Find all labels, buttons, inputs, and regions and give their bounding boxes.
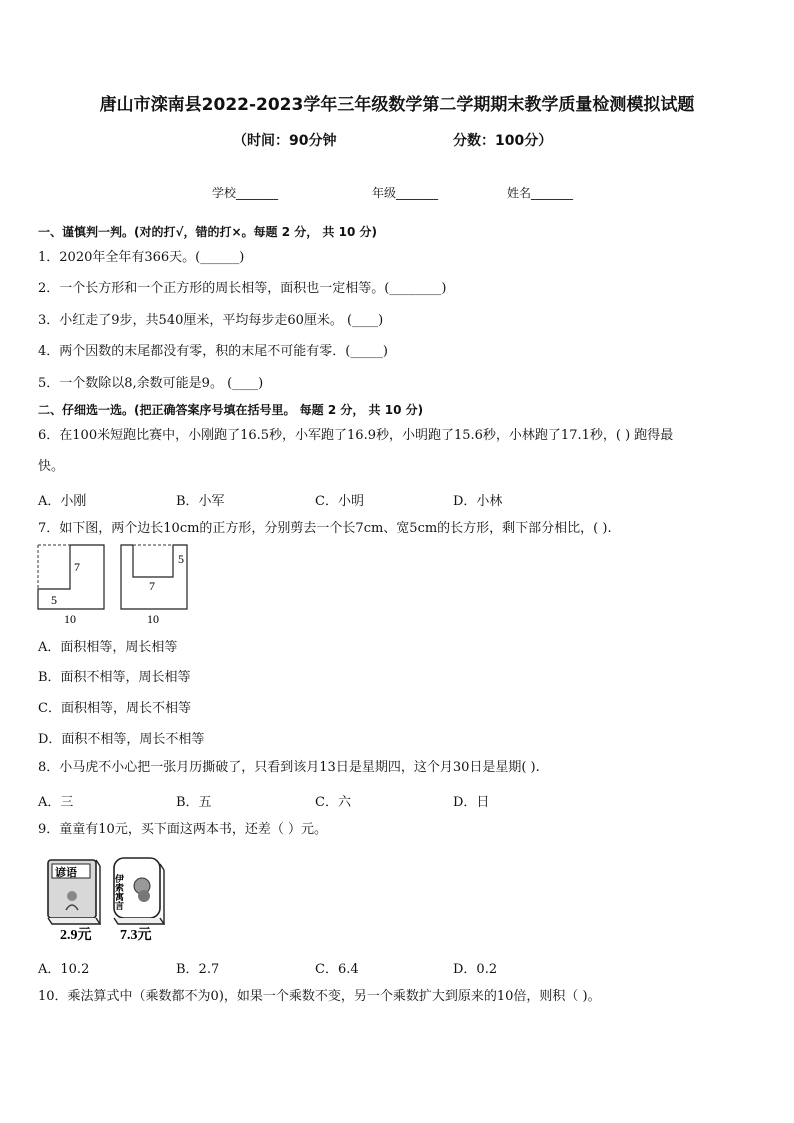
exam-time: （时间：90分钟	[233, 133, 337, 149]
q7-left-label-10: 10	[64, 612, 76, 626]
q7-option-c[interactable]: C．面积相等，周长不相等	[38, 701, 191, 716]
question-9: 9．童童有10元，买下面这两本书，还差（ ）元。	[38, 822, 327, 837]
name-field[interactable]: 姓名_______	[507, 186, 574, 200]
q7-left-label-7: 7	[74, 560, 80, 574]
book-aesop	[114, 858, 165, 943]
exam-score: 分数：100分）	[453, 133, 553, 149]
question-1: 1．2020年全年有366天。(______)	[38, 250, 245, 265]
section-1-heading: 一、谨慎判一判。(对的打√，错的打×。每题 2 分， 共 10 分)	[38, 225, 377, 239]
exam-title: 唐山市滦南县2022-2023学年三年级数学第二学期期末教学质量检测模拟试题	[99, 95, 695, 115]
question-6-line-1: 6．在100米短跑比赛中，小刚跑了16.5秒，小军跑了16.9秒，小明跑了15.6秒，小林跑了17.1秒，( ) 跑得最	[38, 428, 674, 443]
question-6-line-2: 快。	[38, 459, 65, 474]
q9-option-c[interactable]: C．6.4	[315, 962, 359, 977]
q6-option-d[interactable]: D．小林	[453, 494, 503, 509]
q8-option-b[interactable]: B．五	[176, 795, 212, 810]
book-aesop-title: 伊索寓言	[114, 874, 124, 910]
q7-right-square	[121, 545, 187, 626]
q6-option-a[interactable]: A．小刚	[38, 494, 87, 509]
question-8: 8．小马虎不小心把一张月历撕破了，只看到该月13日是星期四，这个月30日是星期( ).	[38, 760, 540, 775]
question-7: 7．如下图，两个边长10cm的正方形，分别剪去一个长7cm、宽5cm的长方形，剩下部分相比，( ).	[38, 521, 612, 536]
question-10: 10．乘法算式中（乘数都不为0)，如果一个乘数不变，另一个乘数扩大到原来的10倍，则积（ )。	[38, 989, 601, 1004]
q7-option-b[interactable]: B．面积不相等，周长相等	[38, 670, 191, 685]
q7-right-label-5: 5	[178, 552, 184, 566]
q6-option-c[interactable]: C．小明	[315, 494, 364, 509]
question-5: 5．一个数除以8,余数可能是9。 (____)	[38, 376, 264, 391]
question-3: 3．小红走了9步，共540厘米，平均每步走60厘米。 (____)	[38, 313, 384, 328]
book-proverbs-title: 谚语	[55, 867, 77, 879]
q7-figure	[36, 543, 196, 627]
q7-left-square	[38, 545, 104, 626]
q7-left-label-5: 5	[51, 593, 57, 607]
q9-option-d[interactable]: D．0.2	[453, 962, 498, 977]
book-proverbs-price: 2.9元	[60, 928, 92, 943]
q7-right-label-10: 10	[147, 612, 159, 626]
book-proverbs	[48, 860, 100, 943]
q8-option-c[interactable]: C．六	[315, 795, 351, 810]
q7-option-d[interactable]: D．面积不相等，周长不相等	[38, 732, 205, 747]
school-field[interactable]: 学校_______	[212, 186, 279, 200]
section-2-heading: 二、仔细选一选。(把正确答案序号填在括号里。 每题 2 分， 共 10 分)	[38, 403, 424, 417]
question-4: 4．两个因数的末尾都没有零，积的末尾不可能有零．(_____)	[38, 344, 388, 359]
q9-option-b[interactable]: B．2.7	[176, 962, 220, 977]
q9-books-figure	[44, 852, 174, 944]
q6-option-b[interactable]: B．小军	[176, 494, 225, 509]
question-2: 2．一个长方形和一个正方形的周长相等，面积也一定相等。(________)	[38, 281, 447, 296]
q9-option-a[interactable]: A．10.2	[38, 962, 90, 977]
q7-right-label-7: 7	[149, 579, 155, 593]
q7-option-a[interactable]: A．面积相等，周长相等	[38, 640, 178, 655]
q8-option-a[interactable]: A．三	[38, 795, 74, 810]
book-aesop-price: 7.3元	[120, 928, 152, 943]
grade-field[interactable]: 年级_______	[372, 186, 439, 200]
q8-option-d[interactable]: D．日	[453, 795, 490, 810]
